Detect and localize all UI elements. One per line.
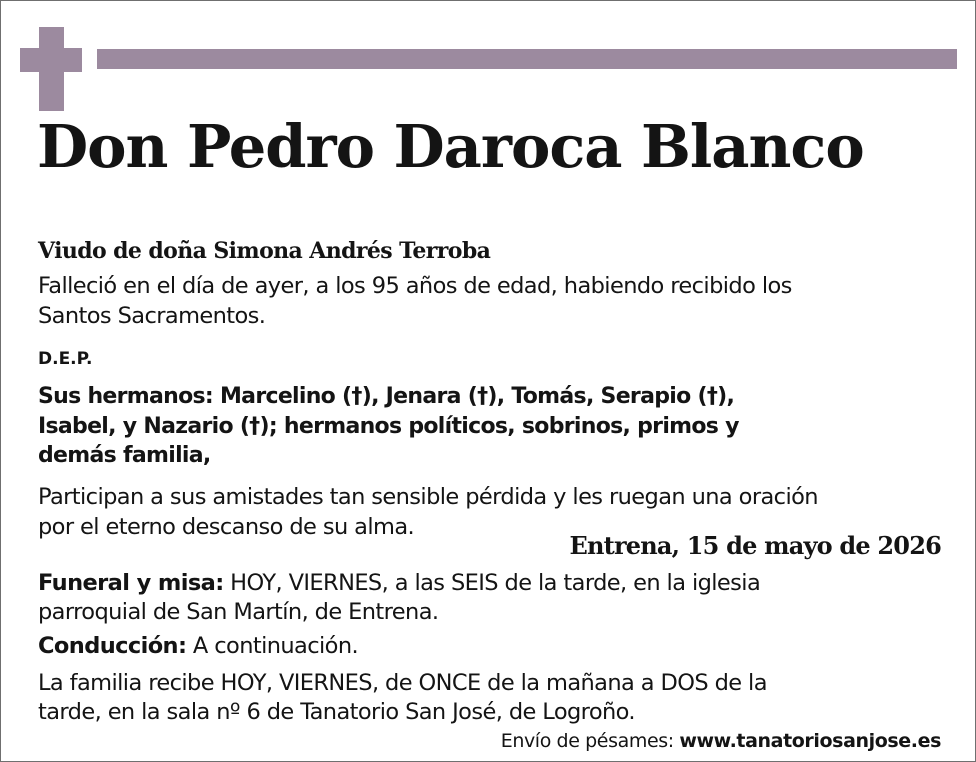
header-rule	[97, 49, 957, 69]
request-line-1: Participan a sus amistades tan sensible pérdida y les ruegan una oración	[38, 484, 818, 510]
funeral-text: HOY, VIERNES, a las SEIS de la tarde, en la iglesia	[223, 570, 761, 596]
place-date: Entrena, 15 de mayo de 2026	[569, 531, 941, 560]
funeral-line-1	[38, 568, 760, 598]
cross-horizontal-bar	[20, 48, 82, 72]
condolences-label: Envío de pésames:	[500, 730, 680, 752]
reception-line-2: tarde, en la sala nº 6 de Tanatorio San José, de Logroño.	[38, 699, 635, 725]
widower-line: Viudo de doña Simona Andrés Terroba	[38, 238, 491, 264]
funeral-line-2: parroquial de San Martín, de Entrena.	[38, 599, 439, 625]
dep-abbreviation: D.E.P.	[38, 349, 93, 369]
condolences-footer	[501, 727, 941, 755]
family-line-1: Sus hermanos: Marcelino (†), Jenara (†), Tomás, Serapio (†),	[38, 384, 735, 409]
death-line-1: Falleció en el día de ayer, a los 95 años de edad, habiendo recibido los	[38, 273, 792, 299]
reception-line-1: La familia recibe HOY, VIERNES, de ONCE de la mañana a DOS de la	[38, 670, 767, 696]
death-line-2: Santos Sacramentos.	[38, 303, 266, 329]
family-line-2: Isabel, y Nazario (†); hermanos políticos, sobrinos, primos y	[38, 414, 739, 439]
funeral-label: Funeral y misa:	[38, 570, 224, 596]
request-line-2: por el eterno descanso de su alma.	[38, 514, 415, 540]
conduccion-line	[38, 631, 358, 661]
conduccion-text: A continuación.	[186, 633, 359, 659]
family-line-3: demás familia,	[38, 443, 211, 468]
conduccion-label: Conducción:	[38, 633, 187, 659]
condolences-url[interactable]: www.tanatoriosanjose.es	[679, 730, 941, 752]
deceased-name: Don Pedro Daroca Blanco	[37, 112, 864, 181]
